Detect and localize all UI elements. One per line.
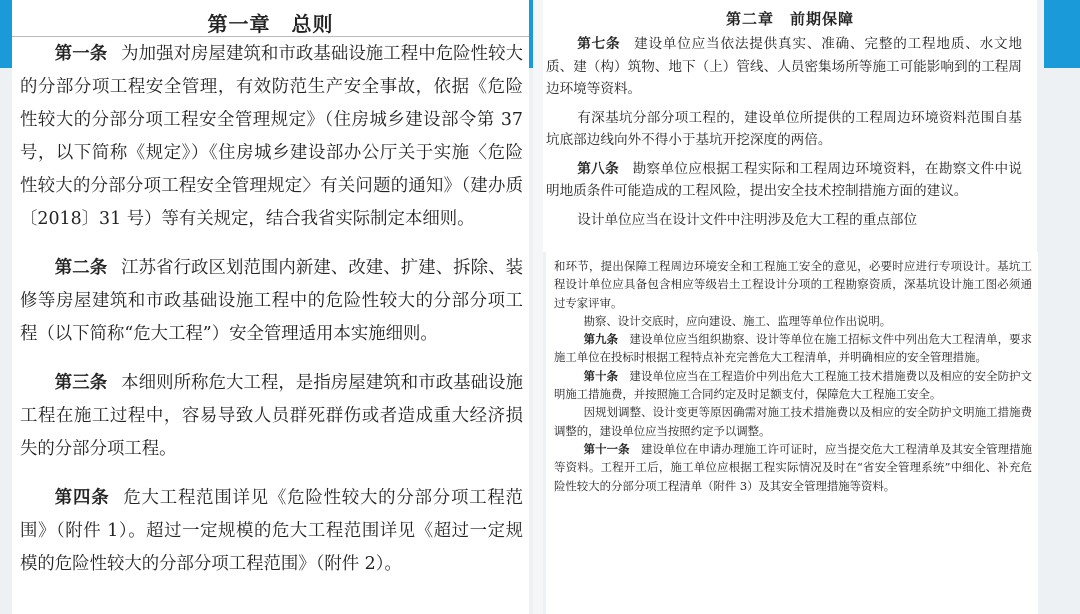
article-text: 设计单位应当在设计文件中注明涉及危大工程的重点部位 [577, 211, 918, 228]
article-number: 第二条 [54, 258, 108, 278]
chapter-1-body [20, 38, 523, 581]
article-number: 第四条 [54, 488, 110, 508]
article-number: 第七条 [577, 36, 621, 52]
article-3 [20, 367, 523, 466]
chapter-2-body-top [546, 33, 1022, 231]
article-10 [554, 367, 1032, 404]
article-number: 第十一条 [583, 441, 630, 456]
article-4 [20, 482, 523, 581]
article-text: 为加强对房屋建筑和市政基础设施工程中危险性较大的分部分项工程安全管理，有效防范生产安全事故，依据《危险性较大的分部分项工程安全管理规定》（住房城乡建设部令第 37 号，以下简称《规定》）《住房城乡建设部办公厅关于实施〈危险性较大的分部分项工程安全管理规定〉有关问题的通知》（建办质〔2018〕31 号）等有关规定，结合我省实际制定本细则。 [20, 44, 523, 229]
article-7 [546, 33, 1022, 101]
article-text: 有深基坑分部分项工程的，建设单位所提供的工程周边环境资料范围自基坑底部边线向外不得小于基坑开挖深度的两倍。 [546, 109, 1022, 148]
chapter-2-body-bottom [554, 257, 1032, 495]
article-9 [554, 330, 1032, 367]
left-accent-bar [0, 0, 12, 68]
article-text: 勘察单位应根据工程实际和工程周边环境资料，在勘察文件中说明地质条件可能造成的工程风险，提出安全技术控制措施方面的建议。 [546, 160, 1023, 199]
article-7-paragraph-2 [546, 107, 1022, 152]
article-8 [546, 158, 1022, 203]
right-document-page-top [543, 0, 1037, 252]
right-accent-bar [1044, 0, 1080, 68]
right-document-page-bottom [546, 252, 1038, 614]
article-text: 建设单位应当依法提供真实、准确、完整的工程地质、水文地质、建（构）筑物、地下（上）管线、人员密集场所等施工可能影响到的工程周边环境等资料。 [546, 36, 1023, 97]
article-text: 江苏省行政区划范围内新建、改建、扩建、拆除、装修等房屋建筑和市政基础设施工程中的危险性较大的分部分项工程（以下简称“危大工程”）安全管理适用本实施细则。 [20, 258, 523, 344]
title-divider [12, 36, 529, 37]
article-text: 勘察、设计交底时，应向建设、施工、监理等单位作出说明。 [583, 313, 892, 328]
article-number: 第八条 [577, 160, 620, 177]
article-text: 因规划调整、设计变更等原因确需对施工技术措施费以及相应的安全防护文明施工措施费调整的，建设单位应当按照约定予以调整。 [554, 405, 1032, 438]
chapter-1-title: 第一章 总则 [207, 12, 334, 36]
article-8-paragraph-2 [546, 209, 1022, 232]
article-8-paragraph-3 [554, 312, 1032, 330]
article-number: 第九条 [583, 332, 619, 347]
article-11 [554, 440, 1032, 495]
article-text: 建设单位应当在工程造价中列出危大工程施工技术措施费以及相应的安全防护文明施工措施费，并按照施工合同约定及时足额支付，保障危大工程施工安全。 [554, 368, 1032, 402]
chapter-2-title: 第二章 前期保障 [725, 10, 854, 28]
article-2 [20, 252, 523, 351]
article-text: 建设单位在申请办理施工许可证时，应当提交危大工程清单及其安全管理措施等资料。工程开工后，施工单位应根据工程实际情况及时在“省安全管理系统”中细化、补充危险性较大的分部分项工程清单（附件 3）及其安全管理措施等资料。 [554, 441, 1032, 493]
article-1 [20, 38, 523, 236]
article-text: 危大工程范围详见《危险性较大的分部分项工程范围》（附件 1）。超过一定规模的危大工程范围详见《超过一定规模的危险性较大的分部分项工程范围》（附件 2）。 [20, 488, 523, 574]
article-10-paragraph-2 [554, 403, 1032, 440]
left-document-page [12, 0, 529, 614]
article-text: 和环节，提出保障工程周边环境安全和工程施工安全的意见，必要时应进行专项设计。基坑工程设计单位应具备包含相应等级岩土工程设计分项的工程勘察资质，深基坑设计施工图必须通过专家评审。 [554, 259, 1032, 310]
article-number: 第三条 [54, 373, 108, 393]
article-number: 第一条 [54, 44, 108, 64]
page-gutter [533, 0, 543, 614]
article-text: 本细则所称危大工程，是指房屋建筑和市政基础设施工程在施工过程中，容易导致人员群死群伤或者造成重大经济损失的分部分项工程。 [20, 373, 523, 459]
article-number: 第十条 [583, 368, 619, 383]
article-8-continuation [554, 257, 1032, 312]
article-text: 建设单位应当组织勘察、设计等单位在施工招标文件中列出危大工程清单，要求施工单位在投标时根据工程特点补充完善危大工程清单，并明确相应的安全管理措施。 [554, 332, 1032, 365]
